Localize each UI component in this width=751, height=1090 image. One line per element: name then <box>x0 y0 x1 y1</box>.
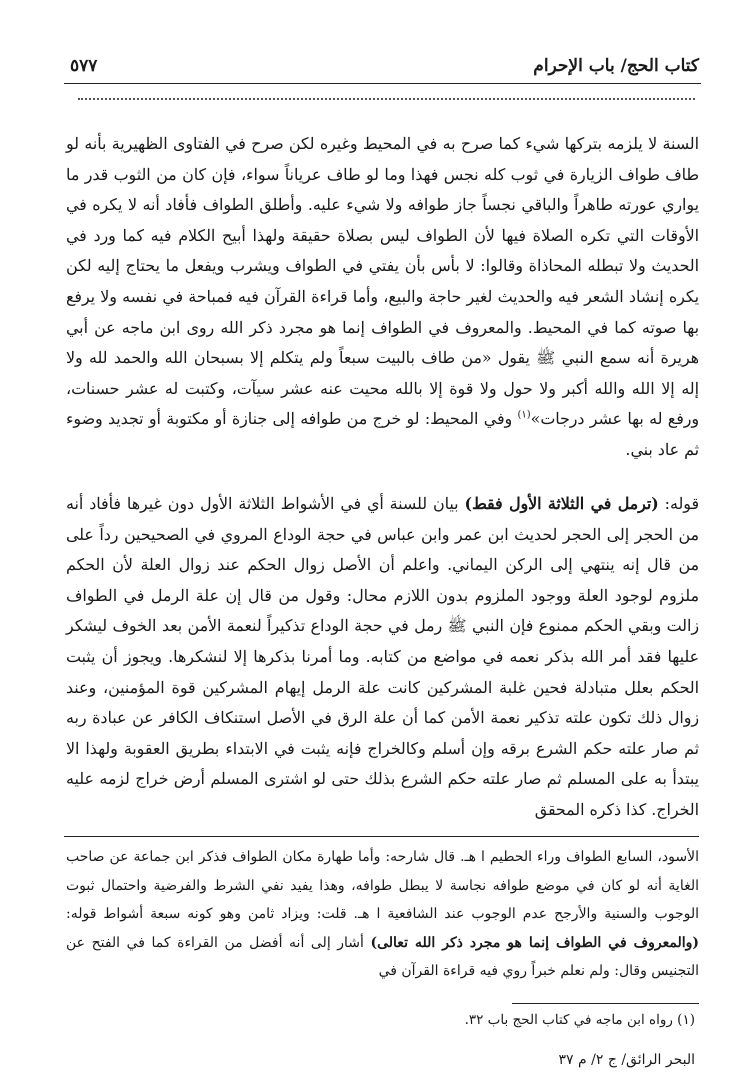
notes-text-continued: أشار إلى أنه أفضل من القراءة كما في الفتح عن التجنيس وقال: ولم نعلم خبراً روي فيه قراءة القرآن في <box>66 934 699 980</box>
paragraph-text: بيان للسنة أي في الأشواط الثلاثة الأول دون غيرها فأفاد أنه من الحجر إلى الحجر لحديث ابن عمر وابن عباس في حجة الوداع المروي في الصحيحين رداً على من قال إنه ينتهي إلى الركن اليماني. واعلم أن الأصل زوال الحكم عند زوال العلة لأن الحكم ملزوم لوجود العلة ووجود الملزوم بدون اللازم محال: وقول من قال إن علة الرمل في الطواف زالت وبقي الحكم ممنوع فإن النبي ﷺ رمل في حجة الوداع تذكيراً لنعمة الأمن بعد الخوف ليشكر عليها فقد أمر الله بذكر نعمه في مواضع من كتابه. وما أمرنا بذكرها إلا لنشكرها. ويجوز أن يثبت الحكم بعلل متبادلة فحين غلبة المشركين كانت علة الرمل إيهام المشركين قوة المؤمنين، وعند زوال ذلك تكون علته تذكير نعمة الأمن كما أن علة الرق في الأصل استنكاف الكافر عن عبادة ربه ثم صار علته حكم الشرع برقه وإن أسلم وكالخراج فإنه يثبت في الابتداء بطريق العقوبة ولهذا الا يبتدأ به على المسلم ثم صار علته حكم الشرع بذلك حتى لو اشترى المسلم أرض خراج لزمه عليه الخراج. كذا ذكره المحقق <box>66 494 699 819</box>
main-paragraph-2 <box>66 489 699 826</box>
paragraph-text: السنة لا يلزمه بتركها شيء كما صرح به في المحيط وغيره لكن صرح في الفتاوى الظهيرية بأنه لو طاف طواف الزيارة في ثوب كله نجس فهذا وما لو طاف عرياناً سواء، فإن كان من الثوب قدر ما يواري عورته طاهراً والباقي نجساً جاز طوافه ولا شيء عليه. وأطلق الطواف فأفاد أنه لا يكره في الأوقات التي تكره الصلاة فيها لأن الطواف ليس بصلاة حقيقة ولهذا أبيح الكلام فيه كما ورد في الحديث ولا تبطله المحاذاة وقالوا: لا بأس بأن يفتي في الطواف ويشرب ويفعل ما يحتاج إليه لكن يكره إنشاد الشعر فيه والحديث لغير حاجة والبيع، وأما قراءة القرآن فيه فمباحة في نفسه ولا يرفع بها صوته كما في المحيط. والمعروف في الطواف إنما هو مجرد ذكر الله روى ابن ماجه عن أبي هريرة أنه سمع النبي ﷺ يقول «من طاف بالبيت سبعاً ولم يتكلم إلا بسبحان الله والحمد لله ولا إله إلا الله والله أكبر ولا حول ولا قوة إلا بالله محيت عنه عشر سيآت، وكتبت له عشر حسنات، ورفع له بها عشر درجات» <box>66 134 700 429</box>
signature-mark: البحر الرائق/ ج ٢/ م ٣٧ <box>558 1052 695 1068</box>
notes-separator <box>64 836 699 837</box>
header-dotted-separator <box>78 98 695 100</box>
paragraph-lead: قوله: <box>658 494 699 513</box>
footnote-separator <box>512 1003 699 1004</box>
header-rule <box>64 83 701 84</box>
footnote-reference: (١) <box>517 410 531 422</box>
page-header <box>66 46 699 84</box>
commentary-notes <box>66 843 699 986</box>
notes-quoted-matn: (والمعروف في الطواف إنما هو مجرد ذكر الله تعالى) <box>370 934 699 951</box>
notes-text: الأسود، السابع الطواف وراء الحطيم ا هـ. قال شارحه: وأما طهارة مكان الطواف فذكر ابن جماعة عن صاحب الغاية أنه لو كان في موضع طوافه نجاسة لا يبطل طوافه، وهذا يفيد نفي الشرط والفرضية واحتمال ثبوت الوجوب والسنية والأرجح عدم الوجوب عند الشافعية ا هـ. قلت: ويزاد ثامن وهو كونه سبعة أشواط قوله: <box>66 849 699 923</box>
page-number: ٥٧٧ <box>70 56 98 76</box>
paragraph-text-continued: وفي المحيط: لو خرج من طوافه إلى جنازة أو مكتوبة أو تجديد وضوء ثم عاد بني. <box>66 409 699 459</box>
quoted-matn: (ترمل في الثلاثة الأول فقط) <box>464 494 659 513</box>
footnote: (١) رواه ابن ماجه في كتاب الحج باب ٣٢. <box>464 1012 695 1028</box>
main-paragraph-1 <box>66 129 699 466</box>
running-title: كتاب الحج/ باب الإحرام <box>533 56 699 76</box>
